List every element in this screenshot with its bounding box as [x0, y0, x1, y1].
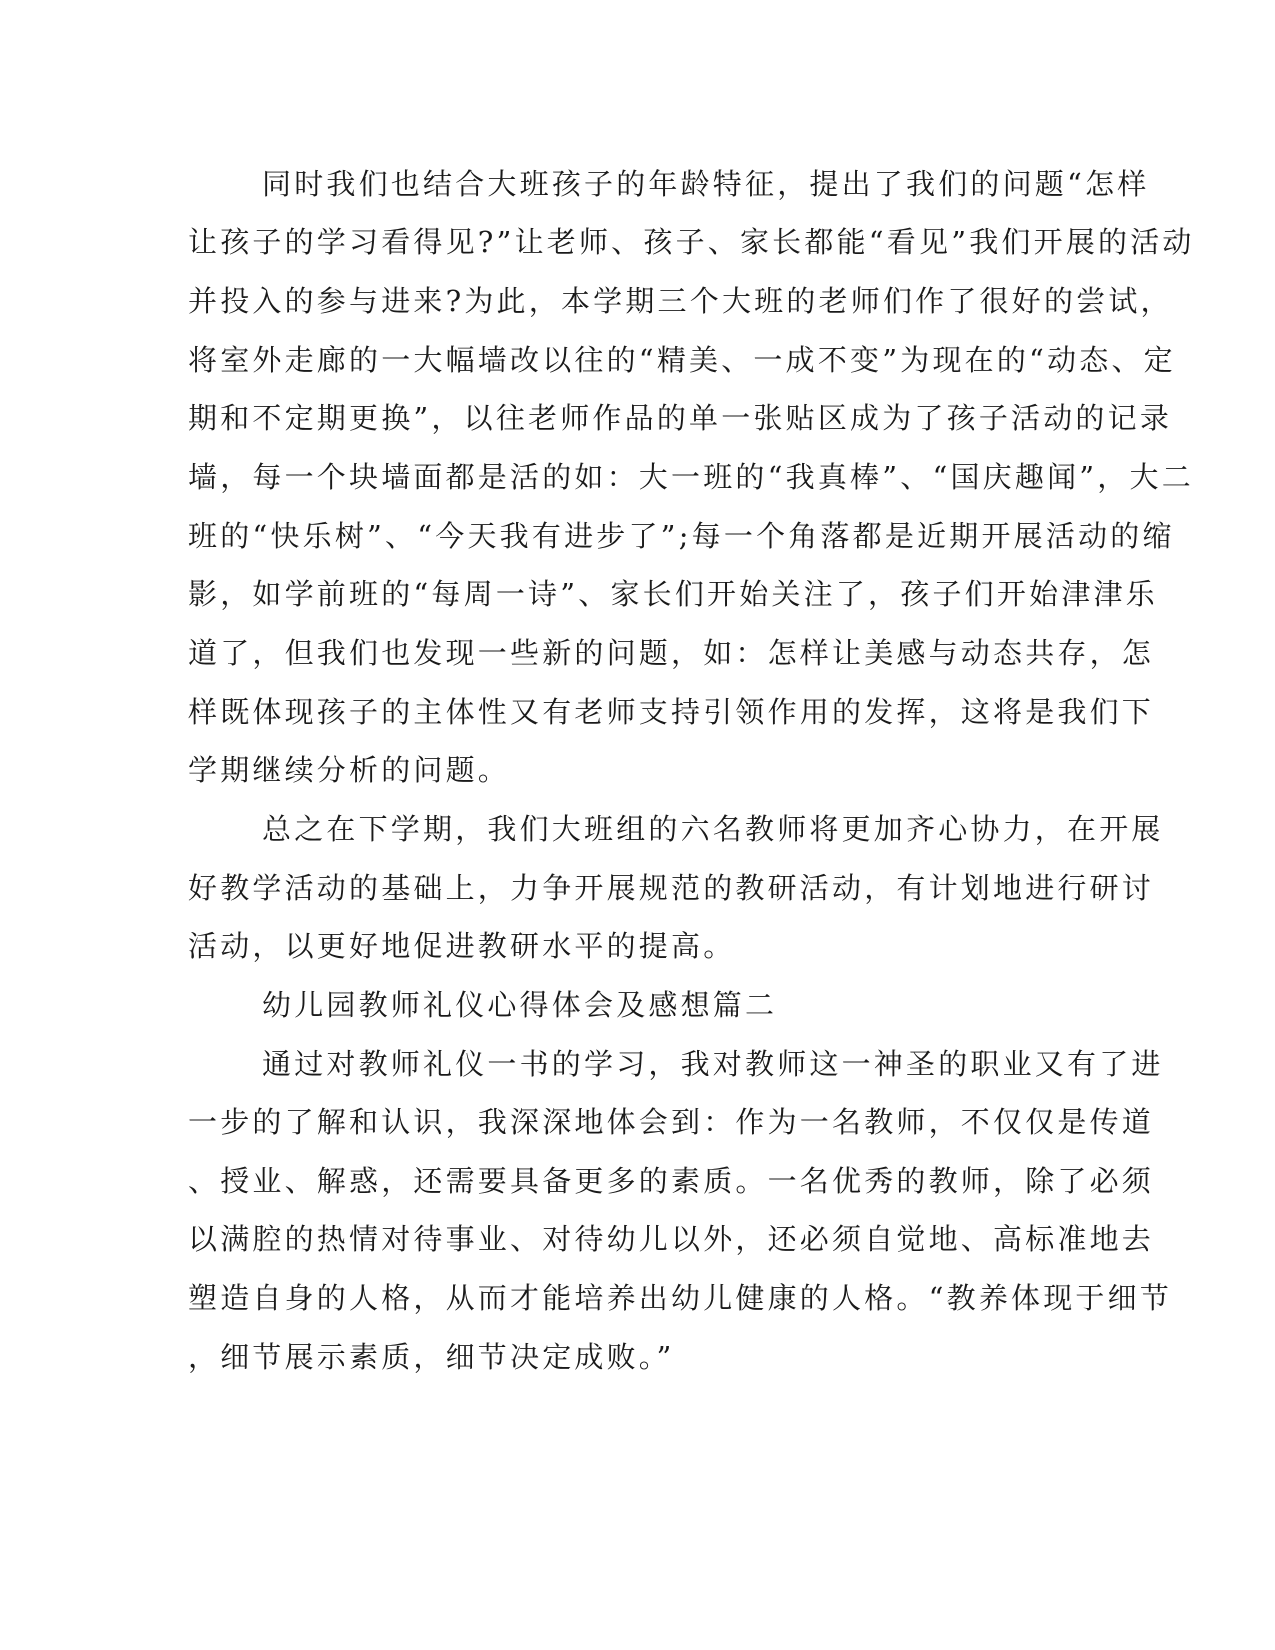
paragraph-1-line-10: 样既体现孩子的主体性又有老师支持引领作用的发挥，这将是我们下 — [188, 695, 1155, 729]
paragraph-2-line-1: 总之在下学期，我们大班组的六名教师将更加齐心协力，在开展 — [262, 812, 1164, 846]
paragraph-1-line-8: 影，如学前班的“每周一诗”、家长们开始关注了，孩子们开始津津乐 — [188, 577, 1158, 611]
paragraph-3-line-3: 、授业、解惑，还需要具备更多的素质。一名优秀的教师，除了必须 — [188, 1164, 1155, 1198]
paragraph-1-line-11: 学期继续分析的问题。 — [188, 753, 511, 787]
paragraph-2-line-3: 活动，以更好地促进教研水平的提高。 — [188, 929, 736, 963]
paragraph-1-line-7: 班的“快乐树”、“今天我有进步了”;每一个角落都是近期开展活动的缩 — [188, 519, 1175, 553]
paragraph-1-line-3: 并投入的参与进来?为此，本学期三个大班的老师们作了很好的尝试， — [188, 284, 1173, 318]
paragraph-1-line-2: 让孩子的学习看得见?”让老师、孩子、家长都能“看见”我们开展的活动 — [188, 225, 1195, 259]
paragraph-3-line-1: 通过对教师礼仪一书的学习，我对教师这一神圣的职业又有了进 — [262, 1047, 1164, 1081]
paragraph-1-line-4: 将室外走廊的一大幅墙改以往的“精美、一成不变”为现在的“动态、定 — [188, 343, 1176, 377]
paragraph-2-line-2: 好教学活动的基础上，力争开展规范的教研活动，有计划地进行研讨 — [188, 871, 1155, 905]
paragraph-1-line-6: 墙，每一个块墙面都是活的如：大一班的“我真棒”、“国庆趣闻”，大二 — [188, 460, 1194, 494]
section-heading: 幼儿园教师礼仪心得体会及感想篇二 — [262, 988, 778, 1022]
paragraph-3-line-6: ，细节展示素质，细节决定成败。” — [188, 1340, 675, 1374]
paragraph-1-line-9: 道了，但我们也发现一些新的问题，如：怎样让美感与动态共存，怎 — [188, 636, 1155, 670]
paragraph-1-line-1: 同时我们也结合大班孩子的年龄特征，提出了我们的问题“怎样 — [262, 167, 1150, 201]
paragraph-3-line-2: 一步的了解和认识，我深深地体会到：作为一名教师，不仅仅是传道 — [188, 1105, 1155, 1139]
paragraph-3-line-5: 塑造自身的人格，从而才能培养出幼儿健康的人格。“教养体现于细节 — [188, 1281, 1173, 1315]
paragraph-1-line-5: 期和不定期更换”，以往老师作品的单一张贴区成为了孩子活动的记录 — [188, 401, 1173, 435]
paragraph-3-line-4: 以满腔的热情对待事业、对待幼儿以外，还必须自觉地、高标准地去 — [188, 1222, 1155, 1256]
